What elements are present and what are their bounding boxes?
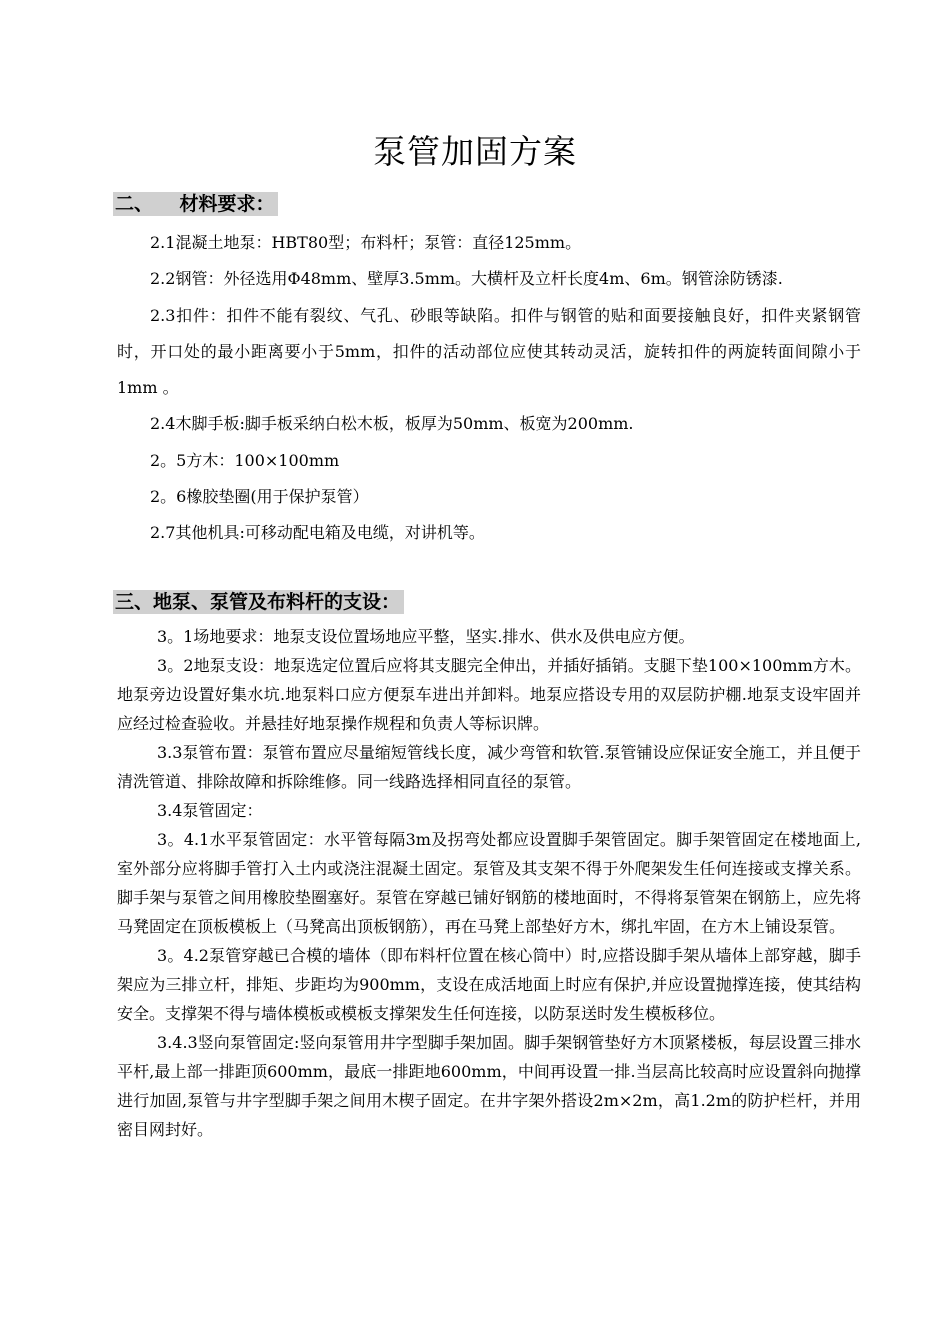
document-title: 泵管加固方案 xyxy=(373,132,577,171)
paragraph: 2.7其他机具:可移动配电箱及电缆，对讲机等。 xyxy=(150,523,485,543)
paragraph: 3。2地泵支设：地泵选定位置后应将其支腿完全伸出，并插好插销。支腿下垫100×100mm方木。地泵旁边设置好集水坑.地泵料口应方便泵车进出并卸料。地泵应搭设专用的双层防护棚.地泵支设牢固并应经过检查验收。并悬挂好地泵操作规程和负责人等标识牌。 xyxy=(117,656,861,733)
paragraph: 3.4.3竖向泵管固定:竖向泵管用井字型脚手架加固。脚手架钢管垫好方木顶紧楼板，每层设置三排水平杆,最上部一排距顶600mm，最底一排距地600mm，中间再设置一排.当层高比较高时应设置斜向抛撑进行加固,泵管与井字型脚手架之间用木楔子固定。在井字架外搭设2m×2m，高1.2m的防护栏杆，并用密目网封好。 xyxy=(117,1033,861,1139)
paragraph: 3。4.2泵管穿越已合模的墙体（即布料杆位置在核心筒中）时,应搭设脚手架从墙体上部穿越，脚手架应为三排立杆，排矩、步距均为900mm，支设在成活地面上时应有保护,并应设置抛撑连接，使其结构安全。支撑架不得与墙体模板或模板支撑架发生任何连接，以防泵送时发生模板移位。 xyxy=(117,946,861,1023)
paragraph: 3.4泵管固定： xyxy=(157,801,263,820)
materials-section xyxy=(117,225,861,552)
paragraph: 2.1混凝土地泵：HBT80型；布料杆；泵管：直径125mm。 xyxy=(150,233,582,252)
paragraph: 2。6橡胶垫圈(用于保护泵管） xyxy=(150,487,369,507)
paragraph: 3。4.1水平泵管固定：水平管每隔3m及拐弯处都应设置脚手架管固定。脚手架管固定在楼地面上,室外部分应将脚手管打入土内或浇注混凝土固定。泵管及其支架不得于外爬架发生任何连接或支撑关系。脚手架与泵管之间用橡胶垫圈塞好。泵管在穿越已铺好钢筋的楼地面时，不得将泵管架在钢筋上，应先将马凳固定在顶板模板上（马凳高出顶板钢筋），再在马凳上部垫好方木，绑扎牢固，在方木上铺设泵管。 xyxy=(117,830,861,936)
section-heading-setup: 三、地泵、泵管及布料杆的支设： xyxy=(113,590,404,614)
paragraph: 2.2钢管：外径选用Φ48mm、壁厚3.5mm。大横杆及立杆长度4m、6m。钢管涂防锈漆. xyxy=(150,269,783,289)
section-heading-materials: 二、 材料要求： xyxy=(113,192,278,216)
paragraph: 3.3泵管布置：泵管布置应尽量缩短管线长度，减少弯管和软管.泵管铺设应保证安全施工，并且便于清洗管道、排除故障和拆除维修。同一线路选择相同直径的泵管。 xyxy=(117,743,861,791)
paragraph: 3。1场地要求：地泵支设位置场地应平整，坚实.排水、供水及供电应方便。 xyxy=(157,627,695,646)
setup-section xyxy=(117,622,861,1144)
paragraph: 2。5方木：100×100mm xyxy=(150,450,340,470)
paragraph: 2.4木脚手板:脚手板采纳白松木板，板厚为50mm、板宽为200mm. xyxy=(150,414,634,434)
paragraph: 2.3扣件：扣件不能有裂纹、气孔、砂眼等缺陷。扣件与钢管的贴和面要接触良好，扣件夹紧钢管时，开口处的最小距离要小于5mm，扣件的活动部位应使其转动灵活，旋转扣件的两旋转面间隙小于1mm 。 xyxy=(117,305,861,398)
